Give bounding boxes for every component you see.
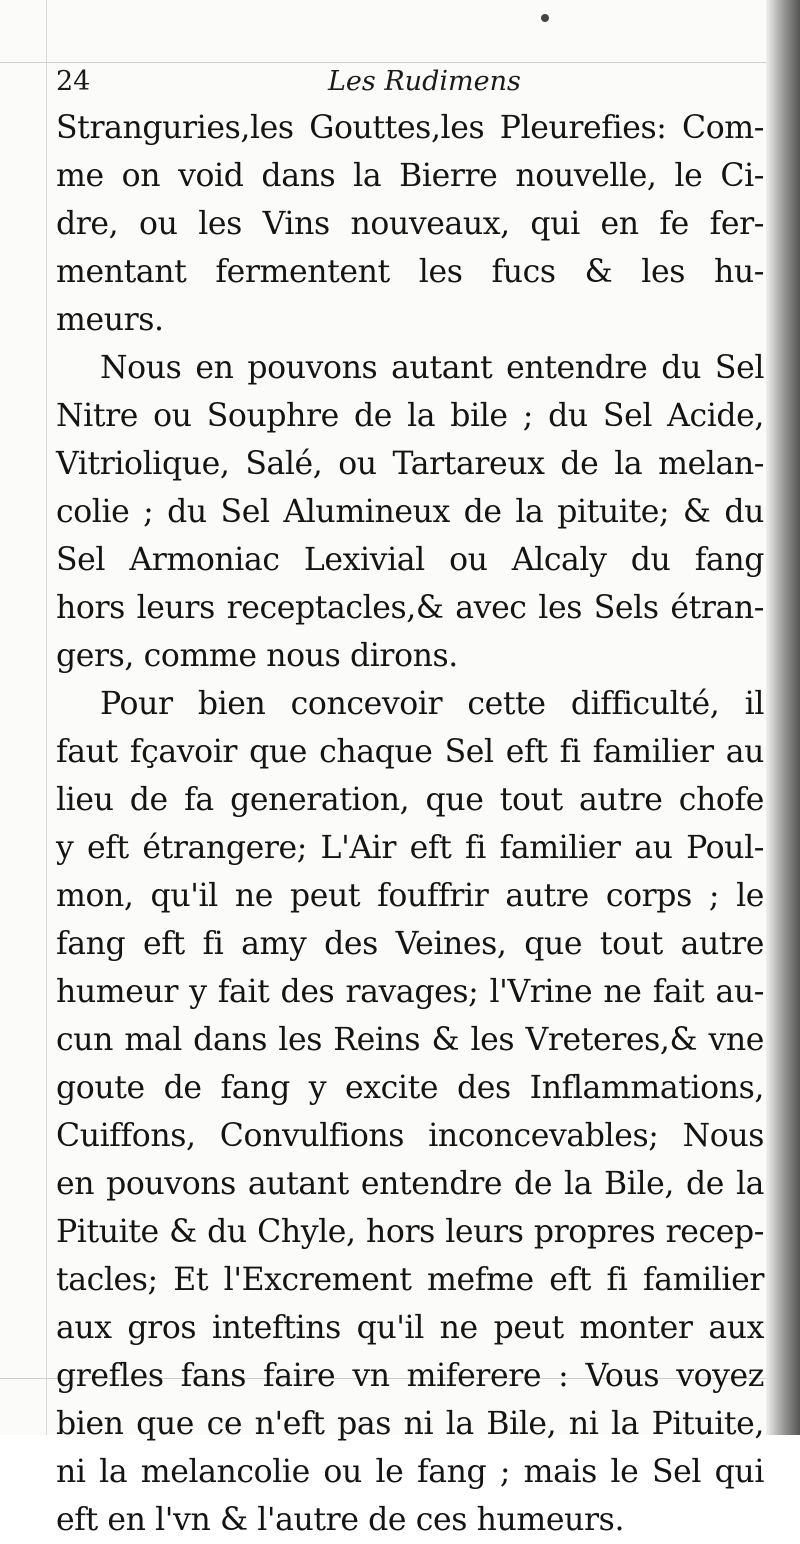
binding-shadow [766,0,800,1435]
text-line: Stranguries,les Gouttes,les Pleurefies: Com- [56,110,764,146]
page-number: 24 [56,66,91,97]
text-line: humeur y fait des ravages; l'Vrine ne fait au- [56,974,764,1010]
text-line: faut fçavoir que chaque Sel eft fi familier au [56,734,764,770]
text-line: grefles fans faire vn miferere : Vous voyez [56,1358,764,1394]
text-line: me on void dans la Bierre nouvelle, le Ci- [56,158,764,194]
ink-dot [541,14,549,22]
running-head [56,66,756,106]
text-line: ni la melancolie ou le fang ; mais le Sel qui [56,1454,764,1490]
margin-rule-top [0,62,766,63]
text-line: meurs. [56,302,164,338]
text-line: cun mal dans les Reins & les Vreteres,& vne [56,1022,764,1058]
text-line: Vitriolique, Salé, ou Tartareux de la melan- [56,446,764,482]
text-line: y eft étrangere; L'Air eft fi familier au Poul- [56,830,764,866]
text-line: aux gros inteftins qu'il ne peut monter aux [56,1310,764,1346]
text-line: bien que ce n'eft pas ni la Bile, ni la Pituite, [56,1406,764,1442]
text-line: lieu de fa generation, que tout autre chofe [56,782,764,818]
text-line: eft en l'vn & l'autre de ces humeurs. [56,1502,625,1538]
running-title: Les Rudimens [328,66,521,97]
text-line: Pituite & du Chyle, hors leurs propres recep- [56,1214,764,1250]
margin-rule-left [46,0,47,1435]
text-line: hors leurs receptacles,& avec les Sels étran- [56,590,764,626]
text-line: dre, ou les Vins nouveaux, qui en fe fer- [56,206,764,242]
text-line: Cuiffons, Convulfions inconcevables; Nous [56,1118,764,1154]
text-line: mon, qu'il ne peut fouffrir autre corps ; le [56,878,764,914]
text-line: en pouvons autant entendre de la Bile, de la [56,1166,764,1202]
text-line: mentant fermentent les fucs & les hu- [56,254,764,290]
text-line: Nitre ou Souphre de la bile ; du Sel Acide, [56,398,764,434]
text-line: Sel Armoniac Lexivial ou Alcaly du fang [56,542,764,578]
text-line: tacles; Et l'Excrement mefme eft fi familier [56,1262,764,1298]
text-line: colie ; du Sel Alumineux de la pituite; & du [56,494,764,530]
text-line: fang eft fi amy des Veines, que tout autre [56,926,764,962]
paragraph-start-line: Nous en pouvons autant entendre du Sel [100,350,764,386]
paragraph-start-line: Pour bien concevoir cette difficulté, il [100,686,764,722]
text-line: gers, comme nous dirons. [56,638,458,674]
text-line: goute de fang y excite des Inflammations, [56,1070,764,1106]
body-text [56,104,764,1544]
